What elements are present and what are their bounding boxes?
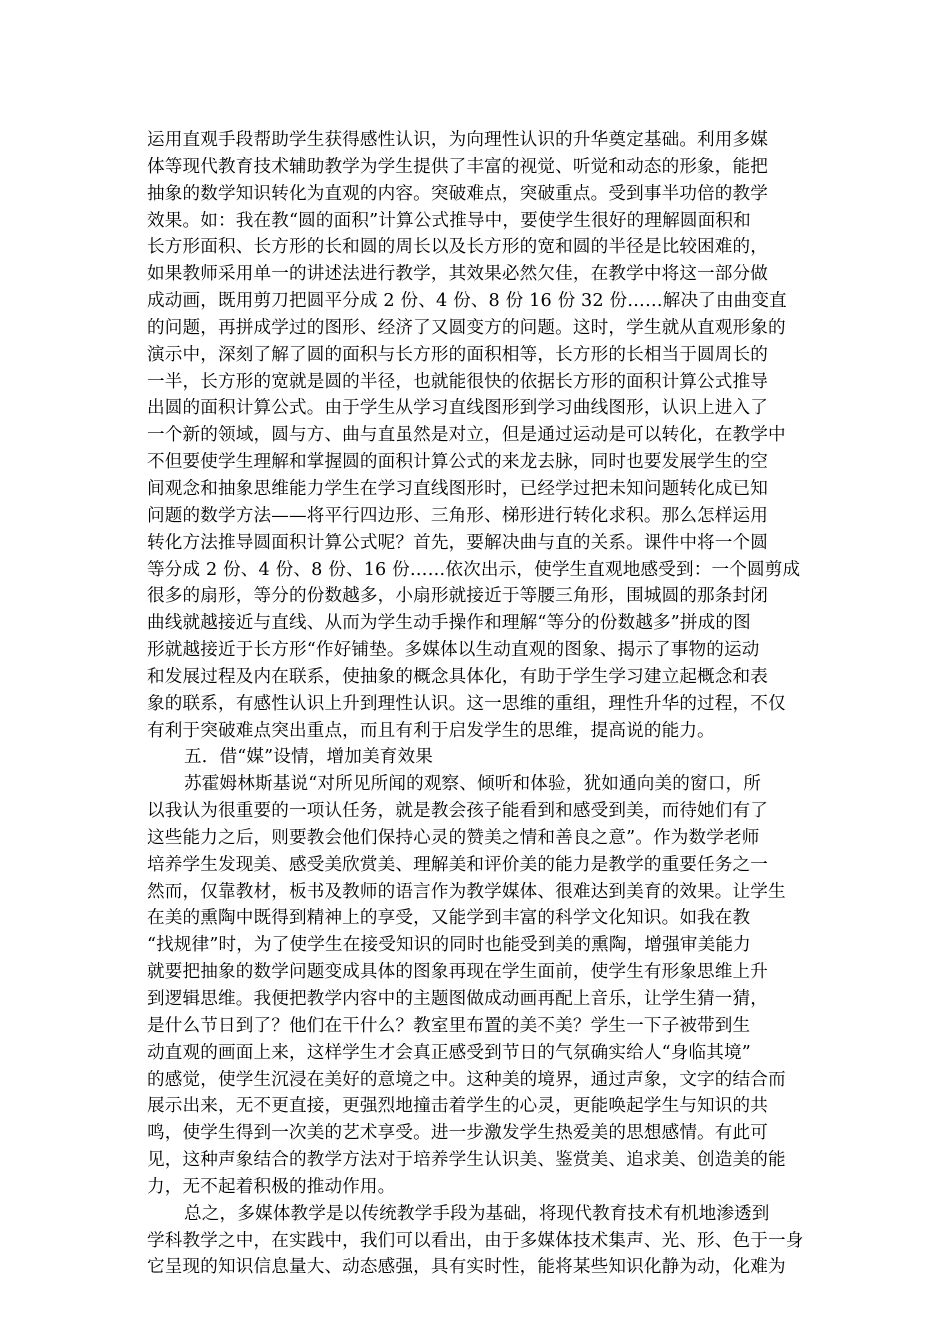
text-line: 就要把抽象的数学问题变成具体的图象再现在学生面前，使学生有形象思维上升: [147, 962, 769, 983]
text-line: 转化方法推导圆面积计算公式呢？首先，要解决曲与直的关系。课件中将一个圆: [147, 532, 769, 553]
text-line: 总之，多媒体教学是以传统教学手段为基础，将现代教育技术有机地渗透到: [184, 1203, 770, 1224]
text-line: 曲线就越接近与直线、从而为学生动手操作和理解“等分的份数越多”拼成的图: [147, 613, 751, 634]
text-line: 力，无不起着积极的推动作用。: [147, 1176, 396, 1197]
text-line: 等分成 2 份、4 份、8 份、16 份……依次出示，使学生直观地感受到：一个圆剪成: [147, 559, 801, 580]
text-line: 运用直观手段帮助学生获得感性认识，为向理性认识的升华奠定基础。利用多媒: [147, 130, 769, 150]
text-line: 体等现代教育技术辅助教学为学生提供了丰富的视觉、听觉和动态的形象，能把: [147, 156, 769, 177]
text-line: 在美的熏陶中既得到精神上的享受，又能学到丰富的科学文化知识。如我在教: [147, 908, 751, 929]
text-line: 的感觉，使学生沉浸在美好的意境之中。这种美的境界，通过声象，文字的结合而: [147, 1069, 786, 1090]
body-text: [147, 127, 809, 1281]
text-line: 五．借“媒”设情，增加美育效果: [184, 747, 433, 768]
text-line: 见，这种声象结合的教学方法对于培养学生认识美、鉴赏美、追求美、创造美的能: [147, 1150, 786, 1171]
text-line: 鸣，使学生得到一次美的艺术享受。进一步激发学生热爱美的思想感情。有此可: [147, 1123, 769, 1144]
text-line: 出圆的面积计算公式。由于学生从学习直线图形到学习曲线图形，认识上进入了: [147, 398, 769, 419]
text-line: 象的联系，有感性认识上升到理性认识。这一思维的重组，理性升华的过程，不仅: [147, 693, 786, 714]
text-line: 培养学生发现美、感受美欣赏美、理解美和评价美的能力是教学的重要任务之一: [147, 854, 769, 875]
text-line: 学科教学之中，在实践中，我们可以看出，由于多媒体技术集声、光、形、色于一身: [147, 1230, 804, 1251]
text-line: 动直观的画面上来，这样学生才会真正感受到节日的气氛确实给人“身临其境”: [147, 1042, 751, 1063]
text-line: 以我认为很重要的一项认任务，就是教会孩子能看到和感受到美，而待她们有了: [147, 801, 769, 822]
text-line: 有利于突破难点突出重点，而且有利于启发学生的思维，提高说的能力。: [147, 720, 715, 741]
text-line: 展示出来，无不更直接，更强烈地撞击着学生的心灵，更能唤起学生与知识的共: [147, 1096, 769, 1117]
text-line: 苏霍姆林斯基说“对所见所闻的观察、倾听和体验，犹如通向美的窗口，所: [184, 774, 761, 795]
text-line: 是什么节日到了？他们在干什么？教室里布置的美不美？学生一下子被带到生: [147, 1015, 751, 1036]
text-line: 问题的数学方法——将平行四边形、三角形、梯形进行转化求积。那么怎样运用: [147, 505, 769, 526]
text-line: 然而，仅靠教材，板书及教师的语言作为教学媒体、很难达到美育的效果。让学生: [147, 881, 786, 902]
text-line: 如果教师采用单一的讲述法进行教学，其效果必然欠佳，在教学中将这一部分做: [147, 264, 769, 285]
text-line: 效果。如：我在教“圆的面积”计算公式推导中，要使学生很好的理解圆面积和: [147, 210, 751, 231]
text-line: 到逻辑思维。我便把教学内容中的主题图做成动画再配上音乐，让学生猜一猜，: [147, 989, 769, 1009]
text-line: 长方形面积、长方形的长和圆的周长以及长方形的宽和圆的半径是比较困难的，: [147, 237, 769, 258]
text-line: 它呈现的知识信息量大、动态感强，具有实时性，能将某些知识化静为动，化难为: [147, 1257, 786, 1278]
text-line: 和发展过程及内在联系，使抽象的概念具体化，有助于学生学习建立起概念和表: [147, 666, 769, 687]
text-line: 间观念和抽象思维能力学生在学习直线图形时，已经学过把未知问题转化成已知: [147, 478, 769, 499]
text-line: 一个新的领域，圆与方、曲与直虽然是对立，但是通过运动是可以转化，在教学中: [147, 425, 786, 446]
text-line: 抽象的数学知识转化为直观的内容。突破难点，突破重点。受到事半功倍的教学: [147, 183, 769, 204]
text-line: 成动画，既用剪刀把圆平分成 2 份、4 份、8 份 16 份 32 份……解决了由曲变直: [147, 291, 787, 312]
text-line: 不但要使学生理解和掌握圆的面积计算公式的来龙去脉，同时也要发展学生的空: [147, 452, 769, 473]
text-line: 一半，长方形的宽就是圆的半径，也就能很快的依据长方形的面积计算公式推导: [147, 371, 769, 392]
text-line: 很多的扇形，等分的份数越多，小扇形就接近于等腰三角形，围城圆的那条封闭: [147, 586, 769, 607]
text-line: 形就越接近于长方形“作好铺垫。多媒体以生动直观的图象、揭示了事物的运动: [147, 640, 760, 661]
text-line: 的问题，再拼成学过的图形、经济了又圆变方的问题。这时，学生就从直观形象的: [147, 317, 786, 338]
text-line: 演示中，深刻了解了圆的面积与长方形的面积相等，长方形的长相当于圆周长的: [147, 344, 769, 365]
text-line: 这些能力之后，则要教会他们保持心灵的赞美之情和善良之意”。作为数学老师: [147, 827, 760, 848]
text-line: “找规律”时，为了使学生在接受知识的同时也能受到美的熏陶，增强审美能力: [147, 935, 751, 956]
